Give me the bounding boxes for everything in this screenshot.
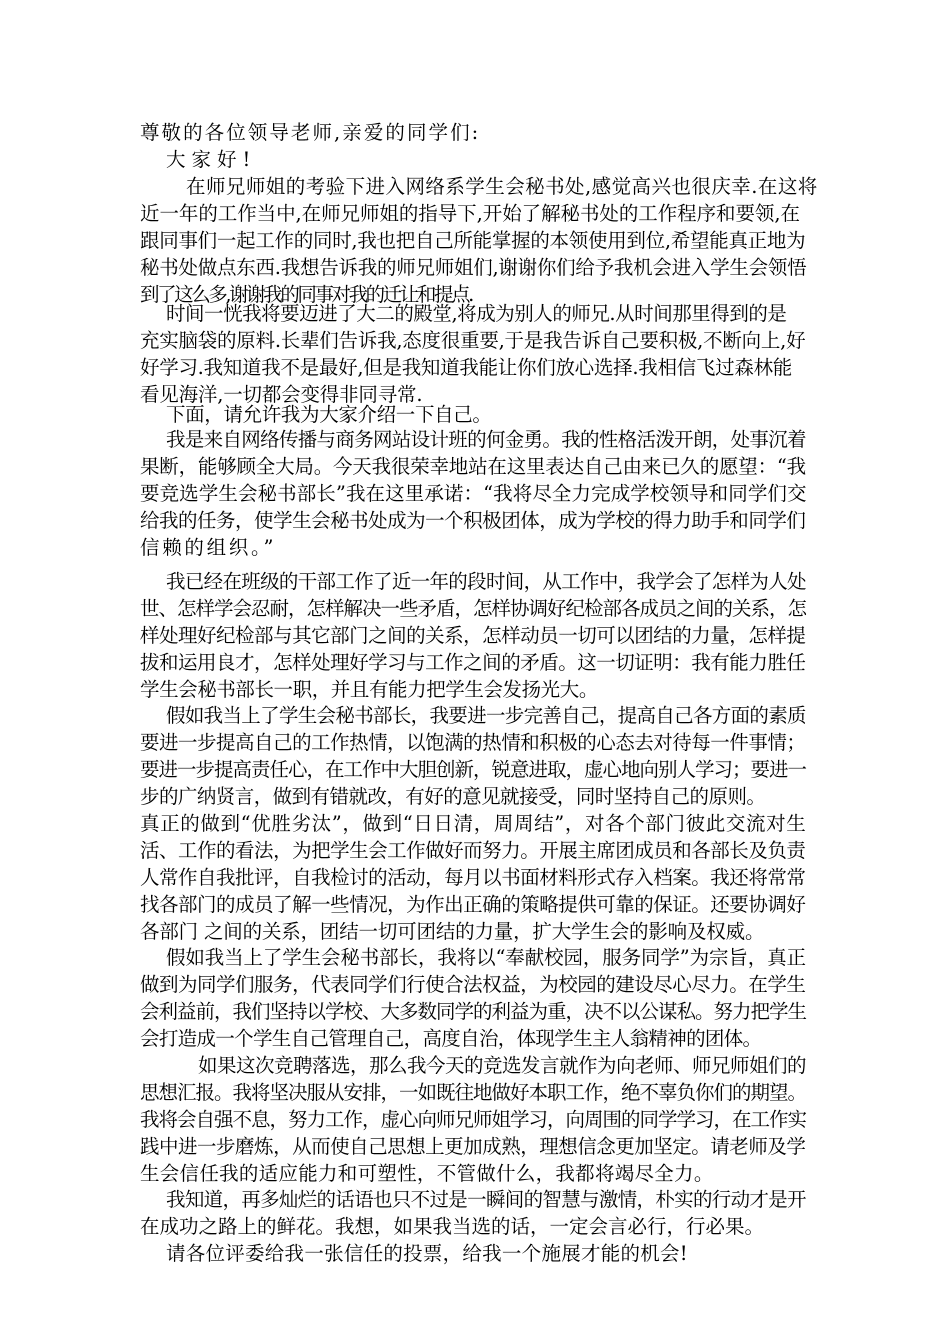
paragraph-line: 践中进一步磨炼，从而使自己思想上更加成熟，理想信念更加坚定。请老师及学: [140, 1135, 806, 1158]
paragraph-line: 近一年的工作当中,在师兄师姐的指导下,开始了解秘书处的工作程序和要领,在: [140, 202, 800, 225]
paragraph-line: 在成功之路上的鲜花。我想，如果我当选的话，一定会言必行，行必果。: [140, 1215, 765, 1238]
paragraph-line: 思想汇报。我将坚决服从安排，一如既往地做好本职工作，绝不辜负你们的期望。: [140, 1081, 807, 1104]
paragraph-line: 各部门 之间的关系，团结一切可团结的力量，扩大学生会的影响及权威。: [140, 920, 765, 943]
paragraph-line: 会利益前，我们坚持以学校、大多数同学的利益为重，决不以公谋私。努力把学生: [140, 1000, 807, 1023]
paragraph-line: 看见海洋,一切都会变得非同寻常.: [140, 383, 423, 406]
paragraph-line: 世、怎样学会忍耐，怎样解决一些矛盾，怎样协调好纪检部各成员之间的关系，怎: [140, 597, 807, 620]
paragraph-line: 在师兄师姐的考验下进入网络系学生会秘书处,感觉高兴也很庆幸.在这将: [186, 175, 818, 198]
paragraph-line: 要竞选学生会秘书部长”我在这里承诺：“我将尽全力完成学校领导和同学们交: [140, 482, 807, 505]
paragraph-line: 果断，能够顾全大局。今天我很荣幸地站在这里表达自己由来已久的愿望：“我: [140, 455, 806, 478]
closing-line: 请各位评委给我一张信任的投票，给我一个施展才能的机会!: [166, 1242, 688, 1265]
paragraph-line: 到了这么多,谢谢我的同事对我的迁让和提点.: [140, 283, 472, 306]
paragraph-line: 要进一步提高自己的工作热情，以饱满的热情和积极的心态去对待每一件事情；: [140, 731, 806, 754]
paragraph-line: 好学习.我知道我不是最好,但是我知道我能让你们放心选择.我相信飞过森林能: [140, 356, 793, 379]
paragraph-line: 样处理好纪检部与其它部门之间的关系，怎样动员一切可以团结的力量，怎样提: [140, 624, 806, 647]
paragraph-line: 下面，请允许我为大家介绍一下自己。: [166, 403, 492, 426]
paragraph-line: 秘书处做点东西.我想告诉我的师兄师姐们,谢谢你们给予我机会进入学生会领悟: [140, 256, 807, 279]
paragraph-line: 我知道，再多灿烂的话语也只不过是一瞬间的智慧与激情，朴实的行动才是开: [166, 1188, 806, 1211]
paragraph-line: 如果这次竞聘落选，那么我今天的竞选发言就作为向老师、师兄师姐们的: [198, 1054, 807, 1077]
salutation: 尊敬的各位领导老师,亲爱的同学们:: [140, 121, 481, 144]
paragraph-line: 信赖的组织。”: [140, 536, 277, 559]
paragraph-line: 做到为同学们服务，代表同学们行使合法权益，为校园的建设尽心尽力。在学生: [140, 973, 806, 996]
greeting: 大家好!: [166, 148, 257, 171]
paragraph-line: 假如我当上了学生会秘书部长，我将以“奉献校园，服务同学”为宗旨，真正: [166, 946, 806, 969]
paragraph-line: 时间一恍我将要迈进了大二的殿堂,将成为别人的师兄.从时间那里得到的是: [166, 302, 787, 325]
paragraph-line: 我已经在班级的干部工作了近一年的段时间，从工作中，我学会了怎样为人处: [166, 570, 806, 593]
paragraph-line: 生会信任我的适应能力和可塑性，不管做什么，我都将竭尽全力。: [140, 1162, 714, 1185]
paragraph-line: 活、工作的看法，为把学生会工作做好而努力。开展主席团成员和各部长及负责: [140, 839, 806, 862]
paragraph-line: 真正的做到“优胜劣汰”，做到“日日清，周周结”，对各个部门彼此交流对生: [140, 812, 807, 835]
paragraph-line: 拔和运用良才，怎样处理好学习与工作之间的矛盾。这一切证明：我有能力胜任: [140, 651, 806, 674]
paragraph-line: 步的广纳贤言，做到有错就改，有好的意见就接受，同时坚持自己的原则。: [140, 785, 766, 808]
paragraph-line: 我是来自网络传播与商务网站设计班的何金勇。我的性格活泼开朗，处事沉着: [166, 428, 806, 451]
paragraph-line: 找各部门的成员了解一些情况，为作出正确的策略提供可靠的保证。还要协调好: [140, 893, 806, 916]
paragraph-line: 人常作自我批评，自我检讨的活动，每月以书面材料形式存入档案。我还将常常: [140, 866, 806, 889]
paragraph-line: 我将会自强不息，努力工作，虚心向师兄师姐学习，向周围的同学学习，在工作实: [140, 1108, 807, 1131]
paragraph-line: 学生会秘书部长一职，并且有能力把学生会发扬光大。: [140, 678, 598, 701]
paragraph-line: 假如我当上了学生会秘书部长，我要进一步完善自己，提高自己各方面的素质: [166, 704, 806, 727]
paragraph-line: 跟同事们一起工作的同时,我也把自己所能掌握的本领使用到位,希望能真正地为: [140, 229, 806, 252]
paragraph-line: 充实脑袋的原料.长辈们告诉我,态度很重要,于是我告诉自己要积极,不断向上,好: [140, 329, 806, 352]
paragraph-line: 要进一步提高责任心，在工作中大胆创新，锐意进取，虚心地向别人学习；要进一: [140, 758, 807, 781]
paragraph-line: 会打造成一个学生自己管理自己，高度自治，体现学生主人翁精神的团体。: [140, 1027, 762, 1050]
paragraph-line: 给我的任务，使学生会秘书处成为一个积极团体，成为学校的得力助手和同学们: [140, 509, 806, 532]
